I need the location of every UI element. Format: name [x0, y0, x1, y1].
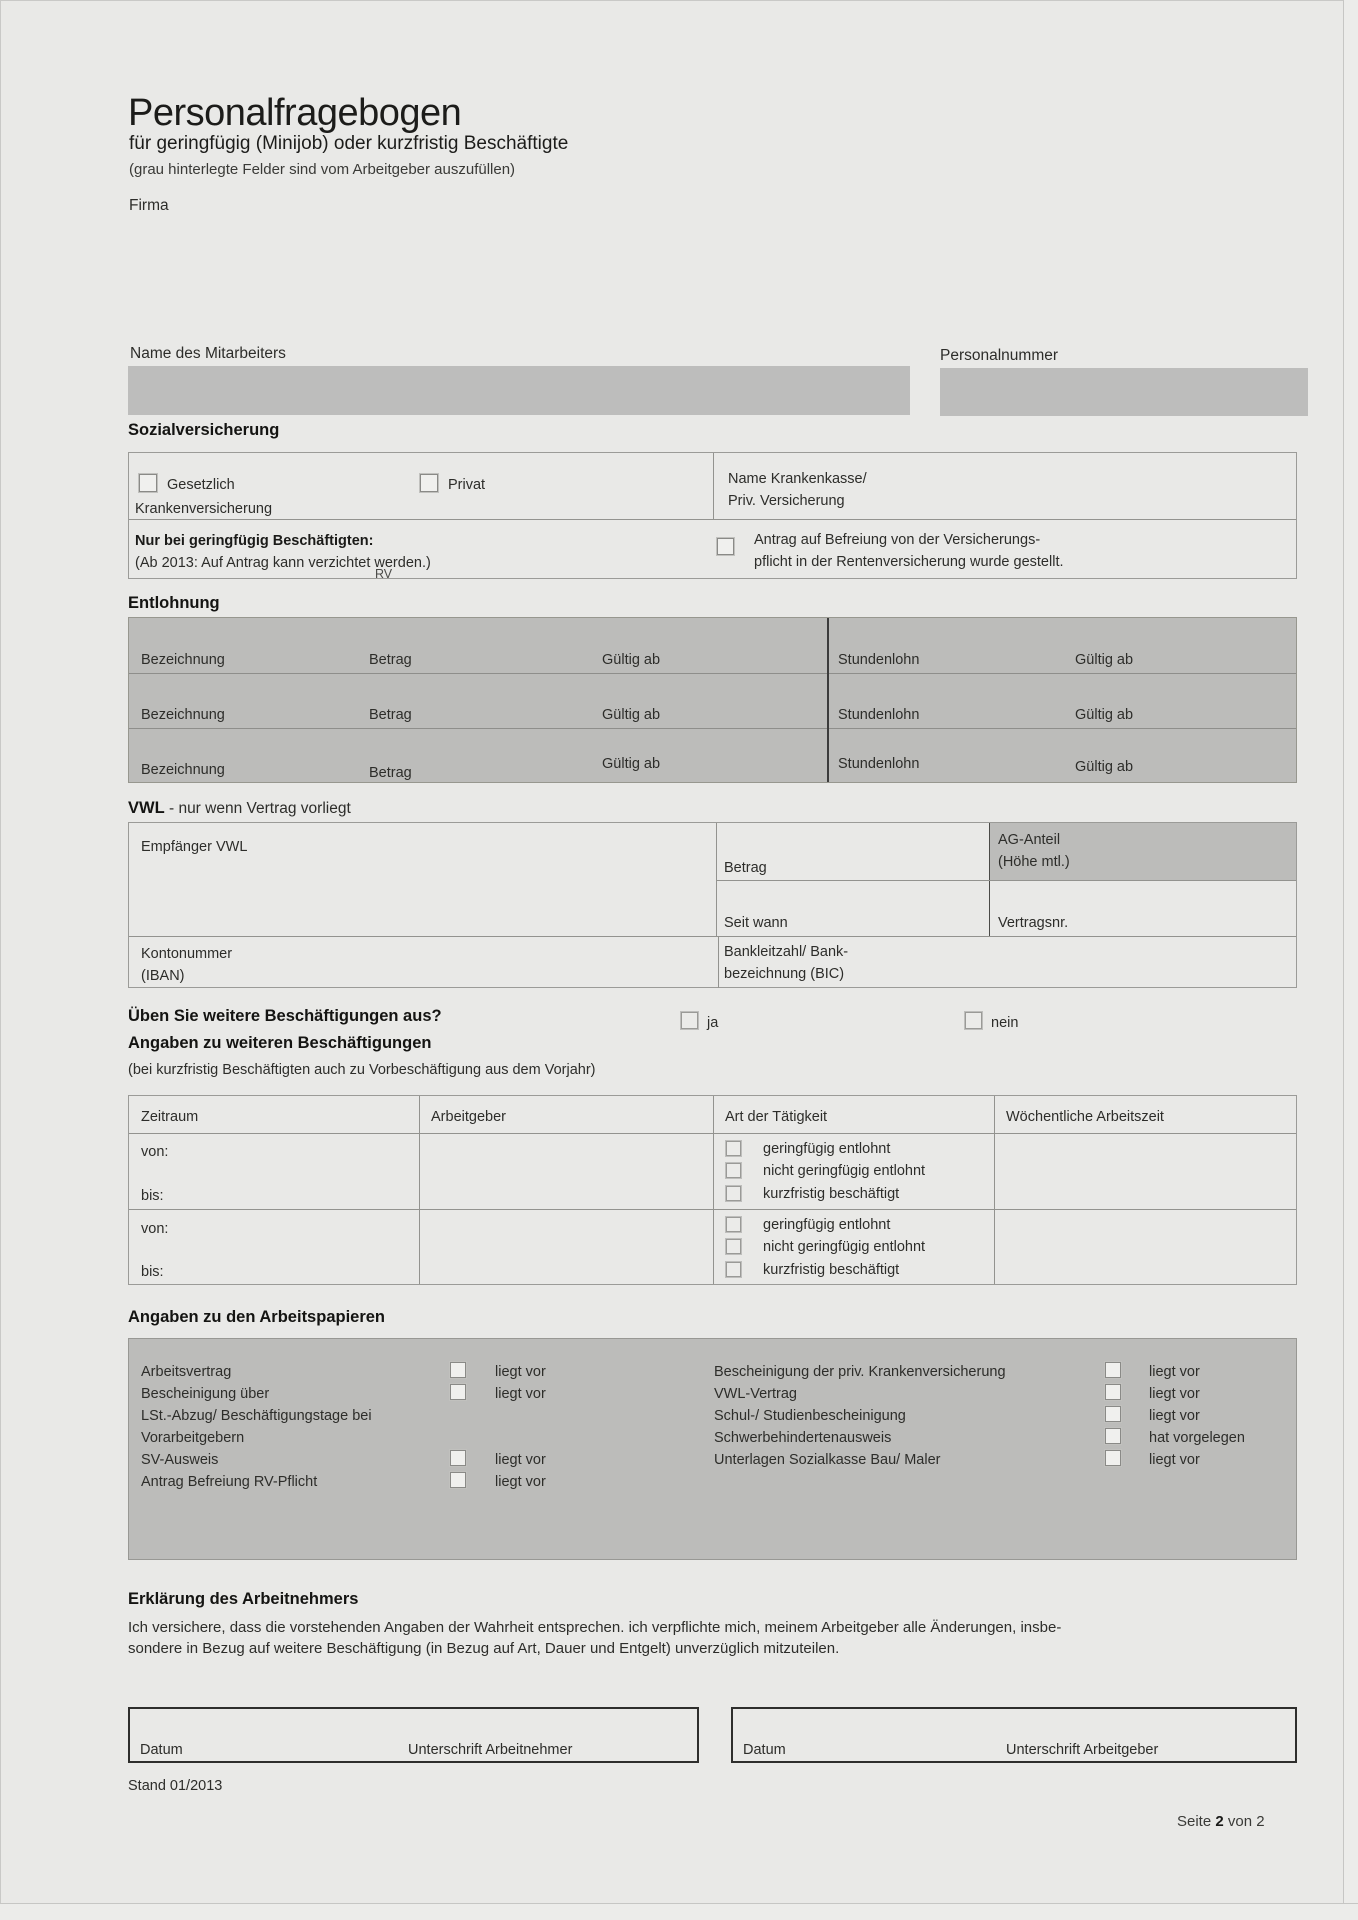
bezeichnung-label: Bezeichnung	[141, 652, 225, 668]
kurzfristig-beschaeftigt-checkbox[interactable]	[725, 1261, 742, 1278]
entlohnung-table	[128, 617, 1297, 783]
status-label: liegt vor	[1149, 1408, 1200, 1424]
divider	[713, 453, 714, 519]
gueltig-ab-label: Gültig ab	[1075, 707, 1134, 723]
nicht-geringfuegig-entlohnt-checkbox[interactable]	[725, 1162, 742, 1179]
vwl-heading	[128, 799, 351, 820]
blz-label-line1: Bankleitzahl/ Bank-	[724, 944, 849, 960]
status-label: liegt vor	[495, 1474, 546, 1490]
status-label: liegt vor	[495, 1364, 546, 1380]
krankenversicherung-label: Krankenversicherung	[135, 501, 273, 517]
arbeitspapiere-heading: Angaben zu den Arbeitspapieren	[128, 1308, 386, 1326]
arbeitspapier-label: Schul-/ Studienbescheinigung	[714, 1408, 906, 1424]
page-subtitle: für geringfügig (Minijob) oder kurzfristig Beschäftigte	[129, 133, 569, 154]
gesetzlich-checkbox[interactable]	[138, 473, 158, 493]
status-label: liegt vor	[1149, 1364, 1200, 1380]
befreiung-label-line2: pflicht in der Rentenversicherung wurde gestellt.	[754, 554, 1064, 570]
arbeitgeber-field[interactable]	[420, 1134, 713, 1209]
bankleitzahl-field[interactable]	[719, 936, 1296, 988]
betrag-label: Betrag	[369, 707, 412, 723]
personnel-number-label: Personalnummer	[940, 347, 1059, 364]
weitere-beschaeftigungen-subheading: Angaben zu weiteren Beschäftigungen	[128, 1034, 432, 1052]
gueltig-ab-label: Gültig ab	[1075, 652, 1134, 668]
arbeitspapier-label: Schwerbehindertenausweis	[714, 1430, 892, 1446]
erklaerung-text-line1: Ich versichere, dass die vorstehenden Angaben der Wahrheit entsprechen. ich verpflichte mich, meinem Arbeitgeber alle Änderungen, insbe-	[128, 1619, 1062, 1636]
seit-wann-field[interactable]	[716, 880, 989, 936]
entlohnung-row-left-field[interactable]	[129, 673, 827, 728]
status-label: hat vorgelegen	[1149, 1430, 1245, 1446]
minijob-note-bold: Nur bei geringfügig Beschäftigten:	[135, 533, 374, 549]
gueltig-ab-label: Gültig ab	[1075, 759, 1134, 775]
stand-label: Stand 01/2013	[128, 1778, 223, 1794]
option-label: kurzfristig beschäftigt	[763, 1186, 900, 1202]
blz-label-line2: bezeichnung (BIC)	[724, 966, 845, 982]
antrag-rv-pflicht-checkbox[interactable]	[449, 1471, 467, 1489]
divider	[713, 1096, 714, 1284]
privat-label: Privat	[448, 477, 486, 493]
stundenlohn-label: Stundenlohn	[838, 652, 920, 668]
schwerbehindertenausweis-checkbox[interactable]	[1104, 1427, 1122, 1445]
kurzfristig-beschaeftigt-checkbox[interactable]	[725, 1185, 742, 1202]
entlohnung-row-left-field[interactable]	[129, 728, 827, 782]
datum-label: Datum	[140, 1742, 183, 1758]
entlohnung-row-left-field[interactable]	[129, 618, 827, 673]
unterschrift-arbeitnehmer-label: Unterschrift Arbeitnehmer	[408, 1742, 573, 1758]
gueltig-ab-label: Gültig ab	[602, 652, 661, 668]
arbeitspapier-label: Vorarbeitgebern	[141, 1430, 245, 1446]
column-header-arbeitszeit: Wöchentliche Arbeitszeit	[1006, 1109, 1164, 1125]
minijob-note: (Ab 2013: Auf Antrag kann verzichtet werden.)	[135, 555, 431, 571]
personnel-number-field[interactable]	[940, 368, 1308, 416]
krankenkasse-label-line2: Priv. Versicherung	[728, 493, 845, 509]
vwl-vertrag-checkbox[interactable]	[1104, 1383, 1122, 1401]
betrag-field[interactable]	[716, 823, 989, 880]
status-label: liegt vor	[1149, 1452, 1200, 1468]
option-label: nicht geringfügig entlohnt	[763, 1239, 926, 1255]
page-title: Personalfragebogen	[128, 92, 462, 134]
gueltig-ab-label: Gültig ab	[602, 707, 661, 723]
sozialkasse-bau-checkbox[interactable]	[1104, 1449, 1122, 1467]
signature-box-arbeitgeber[interactable]	[731, 1707, 1297, 1763]
beschaeftigungen-table	[128, 1095, 1297, 1285]
vertragsnr-label: Vertragsnr.	[998, 915, 1069, 931]
arbeitszeit-field[interactable]	[995, 1134, 1296, 1209]
von-label: von:	[141, 1144, 169, 1160]
signature-box-arbeitnehmer[interactable]	[128, 1707, 699, 1763]
arbeitspapier-label: Arbeitsvertrag	[141, 1364, 232, 1380]
vertragsnr-field[interactable]	[990, 880, 1296, 936]
nein-label: nein	[991, 1015, 1019, 1031]
scan-edge-right-line	[1343, 0, 1344, 1920]
employee-name-label: Name des Mitarbeiters	[130, 345, 286, 362]
bezeichnung-label: Bezeichnung	[141, 762, 225, 778]
unterschrift-arbeitgeber-label: Unterschrift Arbeitgeber	[1006, 1742, 1159, 1758]
priv-krankenversicherung-checkbox[interactable]	[1104, 1361, 1122, 1379]
nicht-geringfuegig-entlohnt-checkbox[interactable]	[725, 1238, 742, 1255]
stundenlohn-label: Stundenlohn	[838, 707, 920, 723]
arbeitspapier-label: VWL-Vertrag	[714, 1386, 797, 1402]
geringfuegig-entlohnt-checkbox[interactable]	[725, 1140, 742, 1157]
employer-fields-note: (grau hinterlegte Felder sind vom Arbeitgeber auszufüllen)	[129, 161, 516, 178]
sozialversicherung-box	[128, 452, 1297, 579]
scan-edge-right	[1344, 0, 1358, 1920]
page-number	[1177, 1813, 1265, 1830]
erklaerung-text-line2: sondere in Bezug auf weitere Beschäftigung (in Bezug auf Art, Dauer und Entgelt) unverzüglich mitzuteilen.	[128, 1640, 840, 1657]
entlohnung-heading: Entlohnung	[128, 594, 220, 612]
nein-checkbox[interactable]	[964, 1011, 983, 1030]
datum-label: Datum	[743, 1742, 786, 1758]
gueltig-ab-label: Gültig ab	[602, 756, 661, 772]
betrag-label: Betrag	[724, 860, 767, 876]
firma-label: Firma	[129, 197, 169, 214]
seite-total: 2	[1256, 1813, 1265, 1830]
arbeitgeber-field[interactable]	[420, 1210, 713, 1284]
weitere-beschaeftigungen-question: Üben Sie weitere Beschäftigungen aus?	[128, 1007, 442, 1025]
arbeitsvertrag-checkbox[interactable]	[449, 1361, 467, 1379]
scan-edge-bottom	[0, 1904, 1358, 1920]
arbeitspapier-label: Bescheinigung der priv. Krankenversicherung	[714, 1364, 1006, 1380]
seite-von: von	[1227, 1813, 1253, 1830]
erklaerung-heading: Erklärung des Arbeitnehmers	[128, 1590, 359, 1608]
arbeitspapier-label: Antrag Befreiung RV-Pflicht	[141, 1474, 318, 1490]
arbeitspapiere-box	[128, 1338, 1297, 1560]
seite-prefix: Seite	[1177, 1813, 1212, 1830]
krankenkasse-label-line1: Name Krankenkasse/	[728, 471, 867, 487]
vwl-table	[128, 822, 1297, 988]
arbeitspapier-label: Bescheinigung über	[141, 1386, 270, 1402]
gesetzlich-label: Gesetzlich	[167, 477, 235, 493]
sv-ausweis-checkbox[interactable]	[449, 1449, 467, 1467]
rv-mark: RV	[375, 567, 393, 581]
option-label: nicht geringfügig entlohnt	[763, 1163, 926, 1179]
sozialversicherung-heading: Sozialversicherung	[128, 421, 280, 439]
bis-label: bis:	[141, 1188, 164, 1204]
geringfuegig-entlohnt-checkbox[interactable]	[725, 1216, 742, 1233]
arbeitspapier-label: Unterlagen Sozialkasse Bau/ Maler	[714, 1452, 941, 1468]
option-label: kurzfristig beschäftigt	[763, 1262, 900, 1278]
rv-befreiung-checkbox[interactable]	[716, 537, 735, 556]
option-label: geringfügig entlohnt	[763, 1217, 891, 1233]
scan-edge-bottom-line	[0, 1903, 1358, 1904]
status-label: liegt vor	[1149, 1386, 1200, 1402]
vwl-heading-rest: - nur wenn Vertrag vorliegt	[164, 800, 351, 817]
von-label: von:	[141, 1221, 169, 1237]
stundenlohn-label: Stundenlohn	[838, 756, 920, 772]
ja-label: ja	[707, 1015, 719, 1031]
column-header-arbeitgeber: Arbeitgeber	[431, 1109, 506, 1125]
ag-anteil-label-line1: AG-Anteil	[998, 832, 1061, 848]
arbeitspapier-label: SV-Ausweis	[141, 1452, 219, 1468]
betrag-label: Betrag	[369, 765, 412, 781]
column-header-taetigkeit: Art der Tätigkeit	[725, 1109, 828, 1125]
entlohnung-row-right-field[interactable]	[829, 618, 1296, 673]
betrag-label: Betrag	[369, 652, 412, 668]
weitere-beschaeftigungen-note: (bei kurzfristig Beschäftigten auch zu Vorbeschäftigung aus dem Vorjahr)	[128, 1062, 596, 1078]
privat-checkbox[interactable]	[419, 473, 439, 493]
status-label: liegt vor	[495, 1386, 546, 1402]
befreiung-label-line1: Antrag auf Befreiung von der Versicherungs-	[754, 532, 1041, 548]
seite-current: 2	[1215, 1813, 1224, 1830]
empfaenger-vwl-label: Empfänger VWL	[141, 839, 248, 855]
column-header-zeitraum: Zeitraum	[141, 1109, 199, 1125]
kontonummer-label-line1: Kontonummer	[141, 946, 233, 962]
ag-anteil-label-line2: (Höhe mtl.)	[998, 854, 1070, 870]
ja-checkbox[interactable]	[680, 1011, 699, 1030]
entlohnung-row-right-field[interactable]	[829, 728, 1296, 782]
kontonummer-field[interactable]	[129, 936, 718, 988]
seit-wann-label: Seit wann	[724, 915, 788, 931]
studienbescheinigung-checkbox[interactable]	[1104, 1405, 1122, 1423]
bezeichnung-label: Bezeichnung	[141, 707, 225, 723]
bis-label: bis:	[141, 1264, 164, 1280]
arbeitszeit-field[interactable]	[995, 1210, 1296, 1284]
option-label: geringfügig entlohnt	[763, 1141, 891, 1157]
employee-name-field[interactable]	[128, 366, 910, 415]
status-label: liegt vor	[495, 1452, 546, 1468]
bescheinigung-lst-checkbox[interactable]	[449, 1383, 467, 1401]
empfaenger-vwl-field[interactable]	[129, 823, 716, 936]
entlohnung-row-right-field[interactable]	[829, 673, 1296, 728]
arbeitspapier-label: LSt.-Abzug/ Beschäftigungstage bei	[141, 1408, 372, 1424]
kontonummer-label-line2: (IBAN)	[141, 968, 185, 984]
vwl-heading-bold: VWL	[128, 799, 165, 817]
